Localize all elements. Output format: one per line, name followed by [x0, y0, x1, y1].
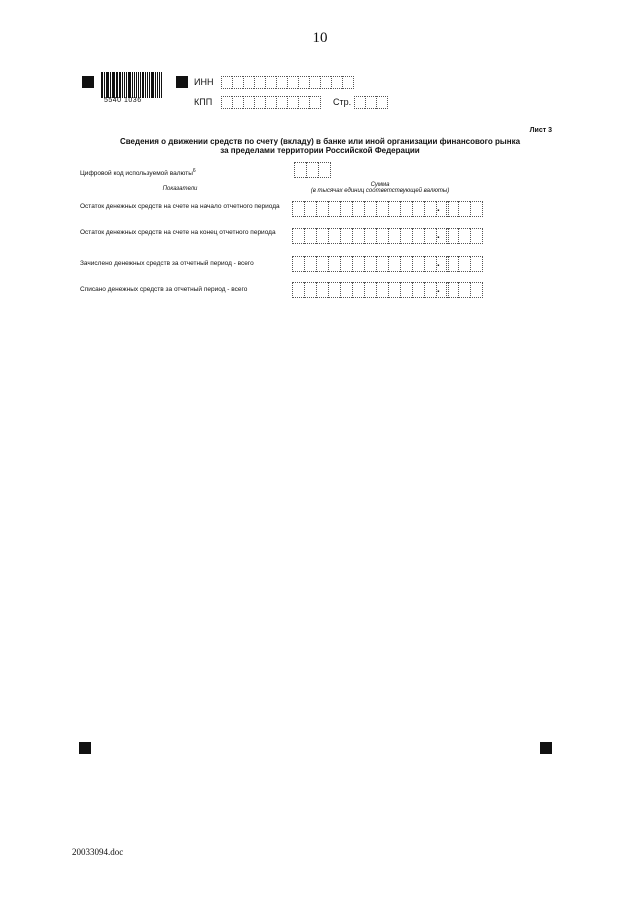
input-cell[interactable] — [328, 201, 340, 217]
row-label-opening-balance: Остаток денежных средств на счете на начало отчетного периода — [80, 203, 280, 210]
decimal-point: . — [437, 230, 440, 241]
input-cell[interactable] — [331, 76, 342, 89]
currency-code-text: Цифровой код используемой валюты — [80, 170, 193, 178]
form-title-line2: за пределами территории Российской Федерации — [220, 146, 420, 155]
barcode-bar — [138, 72, 139, 98]
input-cell[interactable] — [221, 76, 232, 89]
input-cell[interactable] — [364, 228, 376, 244]
currency-code-footnote: 6 — [192, 168, 196, 174]
input-cell[interactable] — [276, 76, 287, 89]
input-cell[interactable] — [446, 228, 458, 244]
input-cell[interactable] — [294, 162, 306, 178]
input-cell[interactable] — [232, 96, 243, 109]
input-cell[interactable] — [243, 76, 254, 89]
input-cell[interactable] — [265, 96, 276, 109]
input-cell[interactable] — [287, 96, 298, 109]
input-cell[interactable] — [292, 256, 304, 272]
barcode-bar — [155, 72, 156, 98]
barcode-bar — [145, 72, 146, 98]
input-cell[interactable] — [243, 96, 254, 109]
barcode-bar — [107, 72, 109, 98]
input-cell[interactable] — [354, 96, 365, 109]
input-cell[interactable] — [364, 201, 376, 217]
corner-marker-top-left — [82, 76, 94, 88]
input-cell[interactable] — [298, 76, 309, 89]
input-cell[interactable] — [352, 256, 364, 272]
debited-decimal-cells[interactable] — [446, 282, 483, 298]
input-cell[interactable] — [400, 256, 412, 272]
barcode-bar — [101, 72, 103, 98]
barcode-bar — [122, 72, 123, 98]
page-number: 10 — [312, 30, 328, 46]
input-cell[interactable] — [376, 282, 388, 298]
row-label-debited: Списано денежных средств за отчетный период - всего — [80, 286, 248, 293]
input-cell[interactable] — [328, 228, 340, 244]
input-cell[interactable] — [412, 201, 424, 217]
credited-integer-cells[interactable] — [292, 256, 449, 272]
input-cell[interactable] — [424, 228, 436, 244]
input-cell[interactable] — [340, 201, 352, 217]
barcode — [101, 72, 163, 98]
input-cell[interactable] — [412, 282, 424, 298]
input-cell[interactable] — [254, 96, 265, 109]
input-cell[interactable] — [287, 76, 298, 89]
barcode-bar — [104, 72, 105, 98]
input-cell[interactable] — [232, 76, 243, 89]
input-cell[interactable] — [388, 228, 400, 244]
input-cell[interactable] — [304, 201, 316, 217]
input-cell[interactable] — [412, 228, 424, 244]
barcode-bar — [142, 72, 144, 98]
input-cell[interactable] — [304, 256, 316, 272]
input-cell[interactable] — [352, 282, 364, 298]
column-sum-title: Сумма — [370, 182, 390, 188]
input-cell[interactable] — [316, 282, 328, 298]
input-cell[interactable] — [292, 282, 304, 298]
input-cell[interactable] — [388, 282, 400, 298]
opening-balance-decimal-cells[interactable] — [446, 201, 483, 217]
input-cell[interactable] — [458, 228, 470, 244]
decimal-point: . — [437, 284, 440, 295]
currency-code-label — [80, 167, 290, 178]
barcode-bar — [134, 72, 135, 98]
form-title-line1: Сведения о движении средств по счету (вкладу) в банке или иной организации финансового рынка — [119, 137, 521, 146]
input-cell[interactable] — [470, 282, 483, 298]
input-cell[interactable] — [376, 96, 388, 109]
closing-balance-integer-cells[interactable] — [292, 228, 449, 244]
corner-marker-top-mid — [176, 76, 188, 88]
input-cell[interactable] — [340, 282, 352, 298]
input-cell[interactable] — [446, 282, 458, 298]
credited-decimal-cells[interactable] — [446, 256, 483, 272]
page-label: Стр. — [333, 97, 352, 107]
input-cell[interactable] — [364, 282, 376, 298]
barcode-bar — [106, 72, 107, 98]
input-cell[interactable] — [446, 256, 458, 272]
input-cell[interactable] — [254, 76, 265, 89]
input-cell[interactable] — [340, 256, 352, 272]
input-cell[interactable] — [304, 228, 316, 244]
input-cell[interactable] — [470, 256, 483, 272]
input-cell[interactable] — [309, 76, 320, 89]
input-cell[interactable] — [424, 282, 436, 298]
sheet-label: Лист 3 — [529, 127, 552, 134]
barcode-bar — [136, 72, 138, 98]
input-cell[interactable] — [364, 256, 376, 272]
input-cell[interactable] — [388, 256, 400, 272]
form-title — [90, 137, 550, 155]
column-indicators: Показатели — [162, 186, 198, 192]
input-cell[interactable] — [304, 282, 316, 298]
barcode-bar — [140, 72, 141, 98]
input-cell[interactable] — [265, 76, 276, 89]
barcode-bar — [149, 72, 150, 98]
input-cell[interactable] — [328, 256, 340, 272]
input-cell[interactable] — [470, 201, 483, 217]
input-cell[interactable] — [306, 162, 318, 178]
decimal-point: . — [437, 258, 440, 269]
input-cell[interactable] — [365, 96, 376, 109]
input-cell[interactable] — [316, 256, 328, 272]
input-cell[interactable] — [352, 228, 364, 244]
barcode-bar — [128, 72, 131, 98]
input-cell[interactable] — [412, 256, 424, 272]
input-cell[interactable] — [309, 96, 321, 109]
input-cell[interactable] — [376, 228, 388, 244]
input-cell[interactable] — [424, 201, 436, 217]
barcode-bar — [147, 72, 149, 98]
inn-cells[interactable] — [221, 76, 354, 89]
corner-marker-bottom-left — [79, 742, 91, 754]
input-cell[interactable] — [400, 228, 412, 244]
currency-code-cells[interactable] — [294, 162, 331, 178]
kpp-label: КПП — [194, 97, 213, 107]
input-cell[interactable] — [400, 282, 412, 298]
kpp-cells[interactable] — [221, 96, 321, 109]
barcode-bar — [132, 72, 133, 98]
input-cell[interactable] — [316, 228, 328, 244]
input-cell[interactable] — [352, 201, 364, 217]
input-cell[interactable] — [376, 256, 388, 272]
barcode-bar — [126, 72, 128, 98]
input-cell[interactable] — [276, 96, 287, 109]
page-cells[interactable] — [354, 96, 388, 109]
input-cell[interactable] — [376, 201, 388, 217]
footer-filename: 20033094.doc — [72, 847, 124, 857]
input-cell[interactable] — [388, 201, 400, 217]
barcode-digits: 5540 1036 — [104, 97, 142, 104]
input-cell[interactable] — [424, 256, 436, 272]
input-cell[interactable] — [320, 76, 331, 89]
barcode-bar — [159, 72, 161, 98]
row-label-closing-balance: Остаток денежных средств на счете на конец отчетного периода — [80, 229, 276, 236]
debited-integer-cells[interactable] — [292, 282, 449, 298]
input-cell[interactable] — [458, 282, 470, 298]
input-cell[interactable] — [316, 201, 328, 217]
barcode-bar — [151, 72, 154, 98]
column-sum-unit: (в тысячах единиц соответствующей валюты) — [310, 188, 450, 194]
input-cell[interactable] — [298, 96, 309, 109]
input-cell[interactable] — [340, 228, 352, 244]
opening-balance-integer-cells[interactable] — [292, 201, 449, 217]
barcode-bar — [124, 72, 125, 98]
input-cell[interactable] — [458, 256, 470, 272]
column-sum — [300, 182, 460, 194]
barcode-bar — [110, 72, 111, 98]
barcode-bar — [119, 72, 121, 98]
corner-marker-bottom-right — [540, 742, 552, 754]
barcode-bar — [157, 72, 158, 98]
barcode-bar — [117, 72, 118, 98]
input-cell[interactable] — [221, 96, 232, 109]
input-cell[interactable] — [470, 228, 483, 244]
input-cell[interactable] — [328, 282, 340, 298]
input-cell[interactable] — [292, 228, 304, 244]
row-label-credited: Зачислено денежных средств за отчетный период - всего — [80, 260, 254, 267]
barcode-bar — [161, 72, 162, 98]
input-cell[interactable] — [342, 76, 354, 89]
input-cell[interactable] — [318, 162, 331, 178]
inn-label: ИНН — [194, 77, 214, 87]
decimal-point: . — [437, 203, 440, 214]
closing-balance-decimal-cells[interactable] — [446, 228, 483, 244]
input-cell[interactable] — [458, 201, 470, 217]
input-cell[interactable] — [446, 201, 458, 217]
barcode-bar — [116, 72, 117, 98]
input-cell[interactable] — [400, 201, 412, 217]
input-cell[interactable] — [292, 201, 304, 217]
barcode-bar — [112, 72, 115, 98]
